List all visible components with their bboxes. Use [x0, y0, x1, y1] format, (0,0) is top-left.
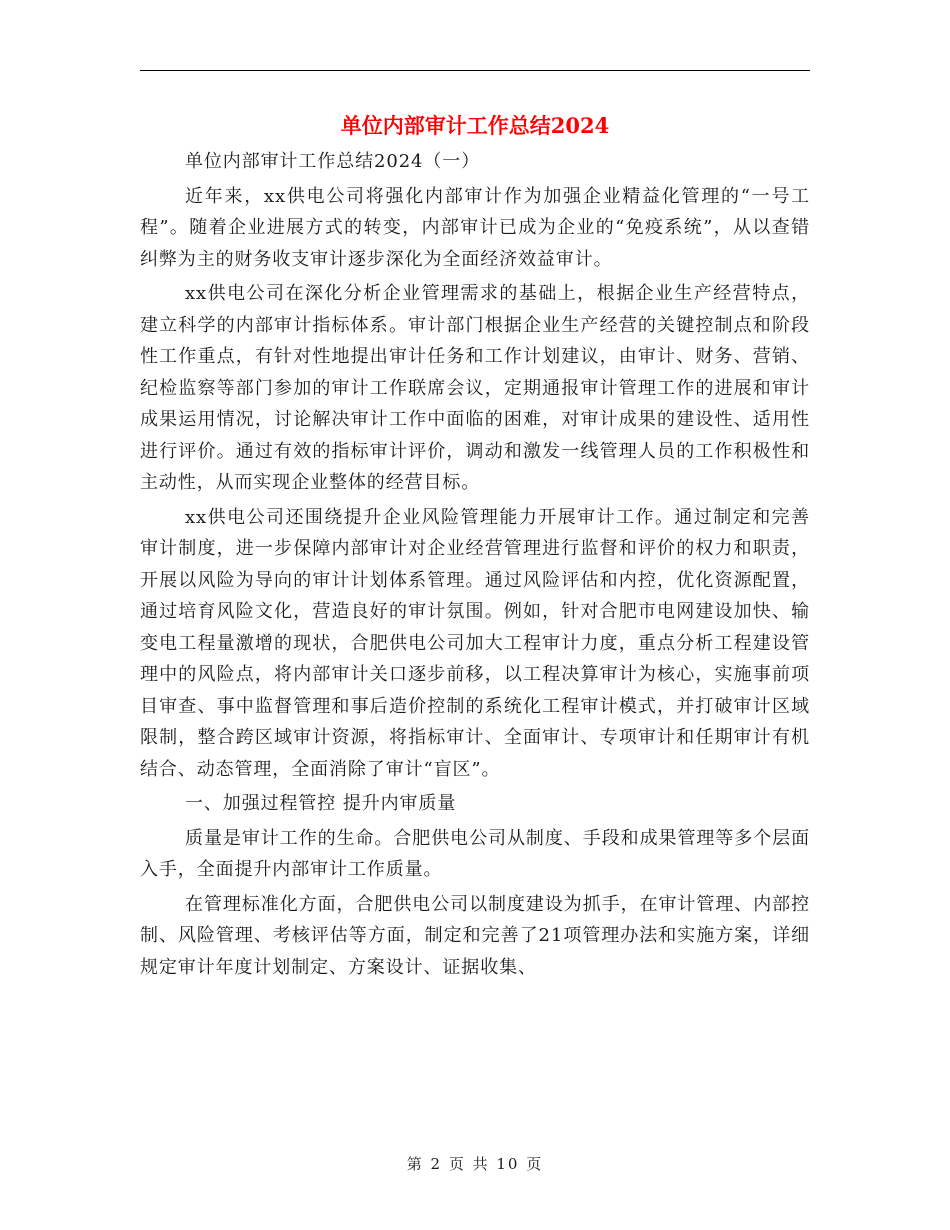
paragraph-2: xx供电公司在深化分析企业管理需求的基础上，根据企业生产经营特点，建立科学的内部审计指标体系。审计部门根据企业生产经营的关键控制点和阶段性工作重点，有针对性地提出审计任务和工作计划建议，由审计、财务、营销、纪检监察等部门参加的审计工作联席会议，定期通报审计管理工作的进展和审计成果运用情况，讨论解决审计工作中面临的困难，对审计成果的建设性、适用性进行评价。通过有效的指标审计评价，调动和激发一线管理人员的工作积极性和主动性，从而实现企业整体的经营目标。 — [140, 283, 810, 493]
document-body — [140, 146, 810, 986]
paragraph-3: xx供电公司还围绕提升企业风险管理能力开展审计工作。通过制定和完善审计制度，进一步保障内部审计对企业经营管理进行监督和评价的权力和职责，开展以风险为导向的审计计划体系管理。通过风险评估和内控，优化资源配置，通过培育风险文化，营造良好的审计氛围。例如，针对合肥市电网建设加快、输变电工程量激增的现状，合肥供电公司加大工程审计力度，重点分析工程建设管理中的风险点，将内部审计关口逐步前移，以工程决算审计为核心，实施事前项目审查、事中监督管理和事后造价控制的系统化工程审计模式，并打破审计区域限制，整合跨区域审计资源，将指标审计、全面审计、专项审计和任期审计有机结合、动态管理，全面消除了审计“盲区”。 — [140, 506, 810, 780]
header-rule — [140, 70, 810, 71]
document-title: 单位内部审计工作总结2024 — [340, 113, 610, 138]
paragraph-5: 在管理标准化方面，合肥供电公司以制度建设为抓手，在审计管理、内部控制、风险管理、考核评估等方面，制定和完善了21项管理办法和实施方案，详细规定审计年度计划制定、方案设计、证据收集、 — [140, 893, 810, 978]
document-subtitle: 单位内部审计工作总结2024（一） — [185, 151, 481, 172]
section-heading: 一、加强过程管控 提升内审质量 — [185, 793, 457, 814]
paragraph-1: 近年来，xx供电公司将强化内部审计作为加强企业精益化管理的“一号工程”。随着企业进展方式的转变，内部审计已成为企业的“免疫系统”，从以查错纠弊为主的财务收支审计逐步深化为全面经济效益审计。 — [140, 185, 810, 270]
page-number-footer: 第 2 页 共 10 页 — [406, 1155, 544, 1173]
paragraph-4: 质量是审计工作的生命。合肥供电公司从制度、手段和成果管理等多个层面入手，全面提升内部审计工作质量。 — [140, 827, 810, 880]
